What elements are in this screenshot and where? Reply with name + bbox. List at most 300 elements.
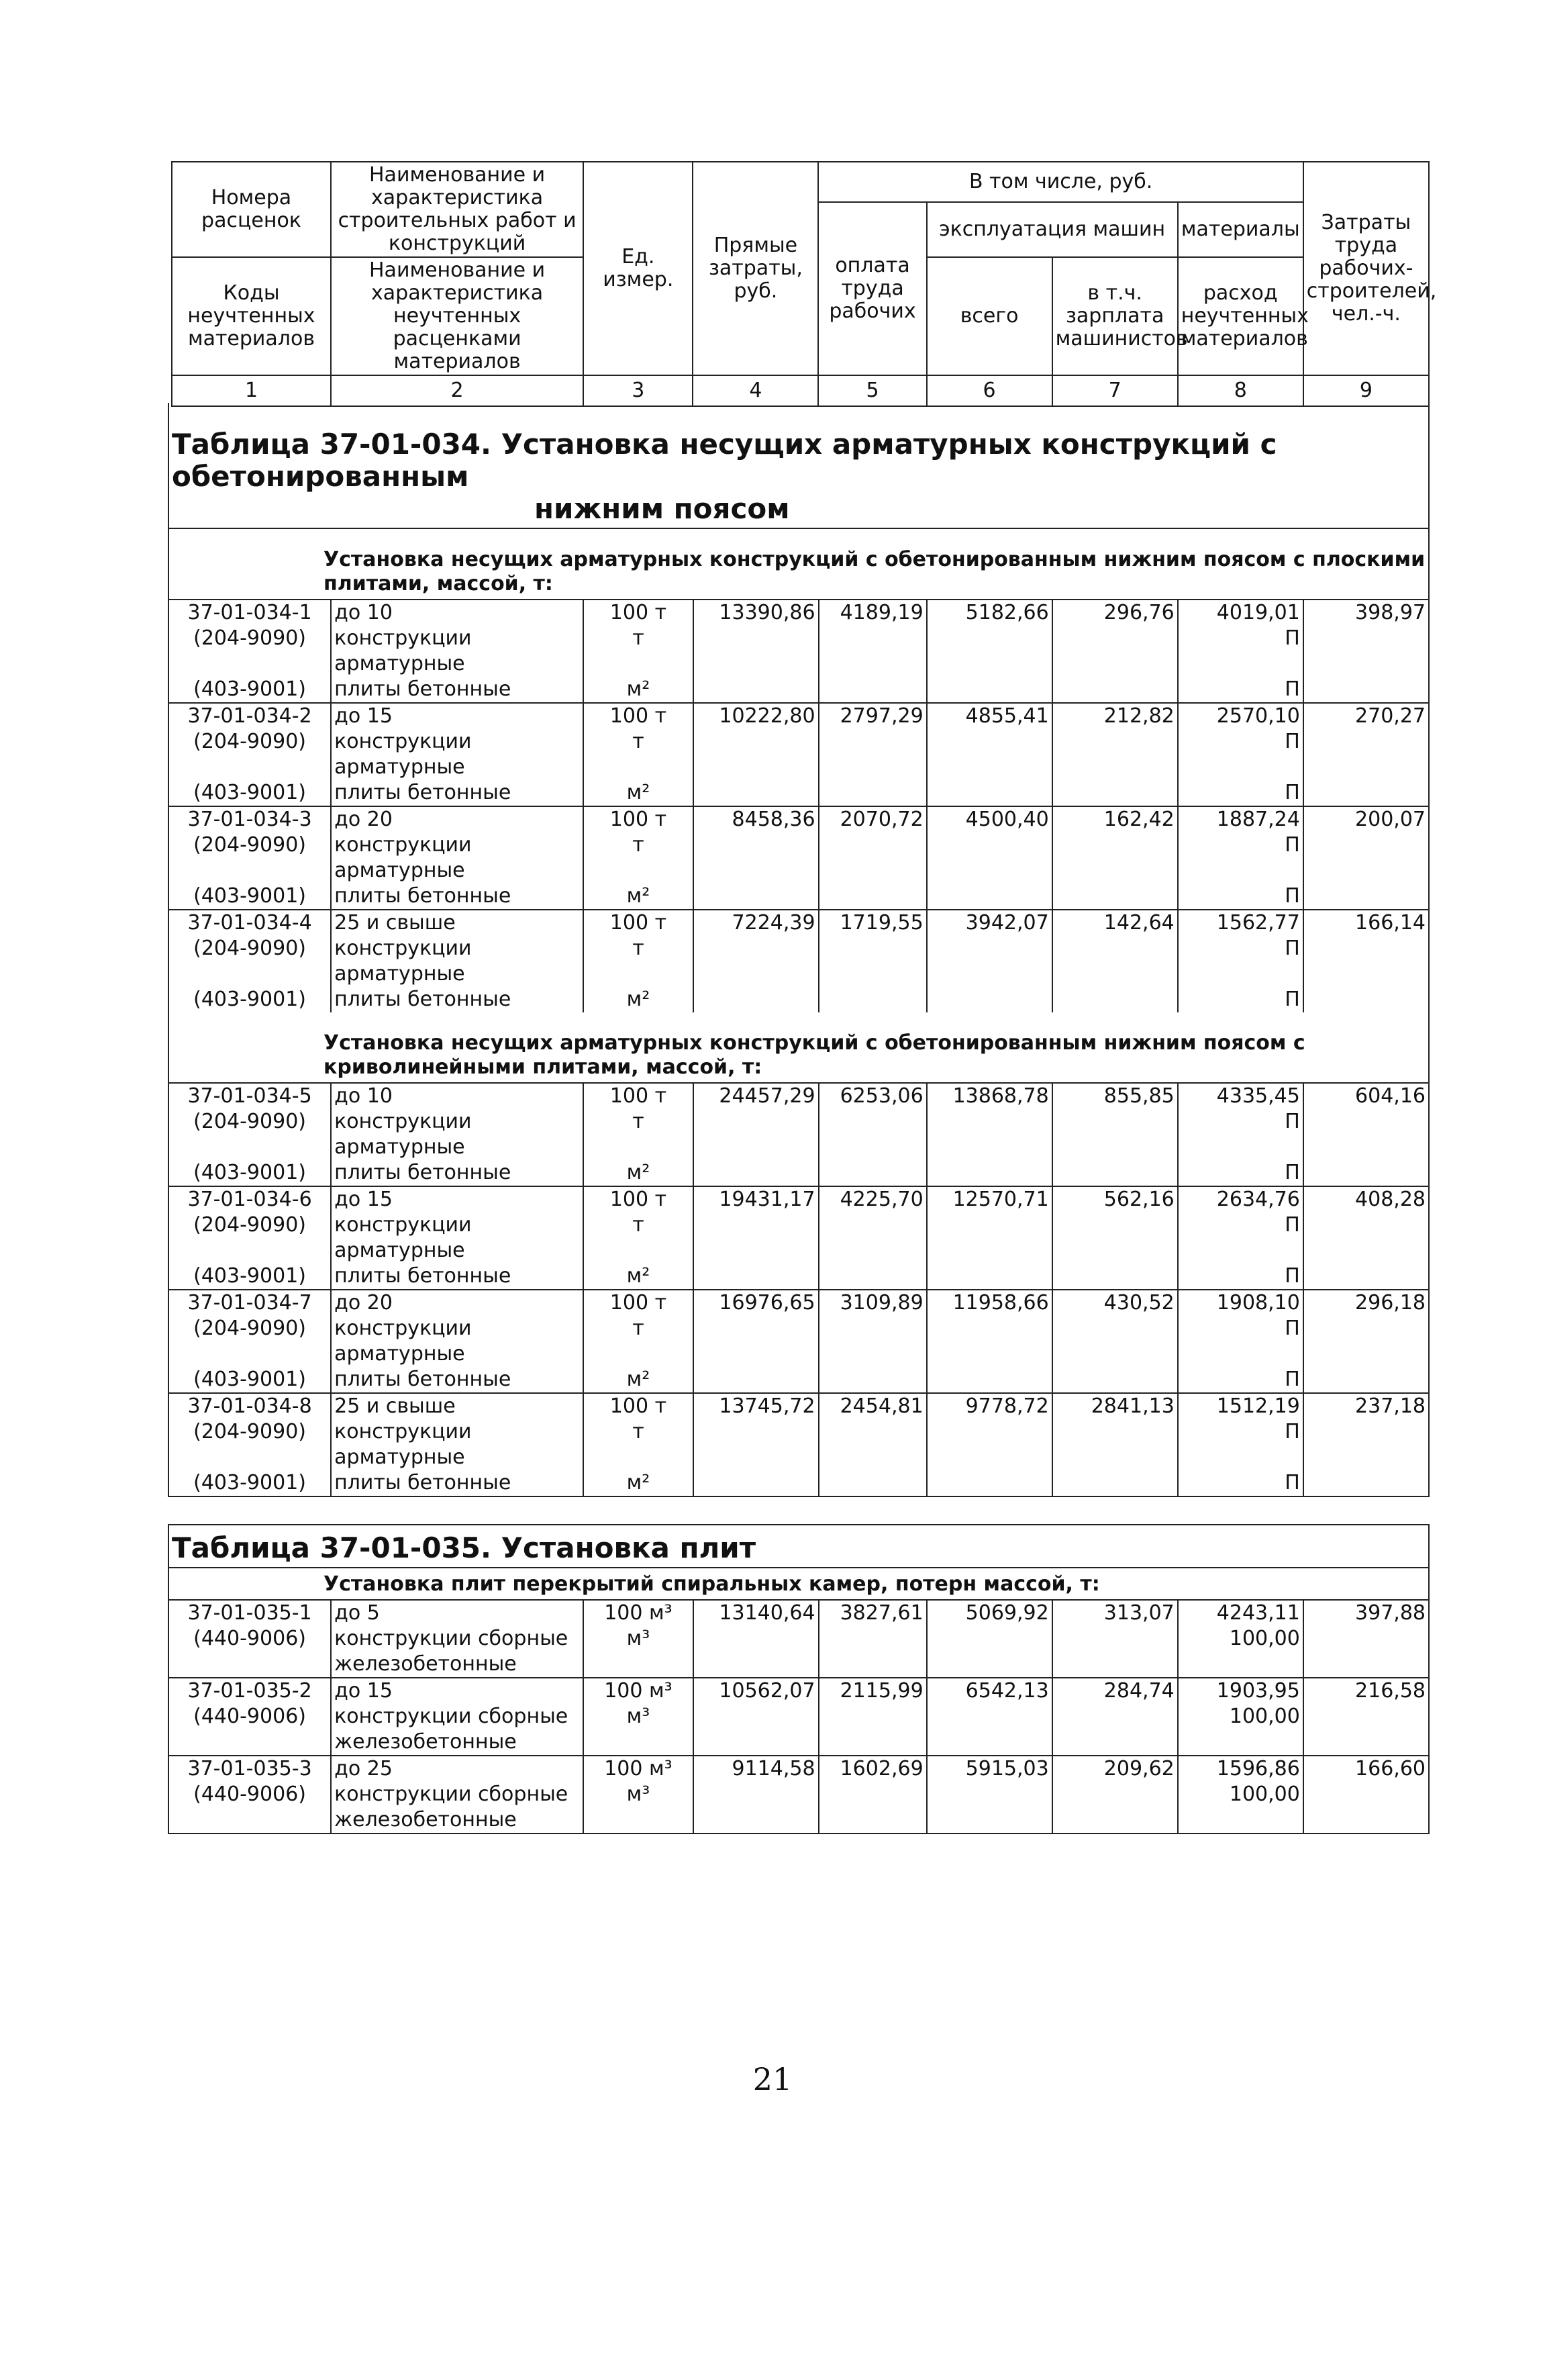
material-consumption: 100,00 xyxy=(1178,1782,1303,1834)
material-code: (204-9090) xyxy=(168,729,331,780)
material-unit: м² xyxy=(583,987,693,1012)
empty-cell xyxy=(1303,1109,1429,1160)
machines-total: 3942,07 xyxy=(927,910,1052,936)
material-consumption: П xyxy=(1178,884,1303,910)
material-code: (440-9006) xyxy=(168,1626,331,1678)
rate-code: 37-01-034-6 xyxy=(168,1186,331,1212)
work-name: 25 и свыше xyxy=(331,910,583,936)
material-consumption: П xyxy=(1178,1316,1303,1367)
material-row xyxy=(168,1782,1429,1834)
material-name: конструкции арматурные xyxy=(331,1212,583,1264)
material-code: (403-9001) xyxy=(168,1367,331,1393)
empty-cell xyxy=(819,1109,927,1160)
material-name: конструкции сборные железобетонные xyxy=(331,1782,583,1834)
material-consumption: П xyxy=(1178,1470,1303,1496)
hdr-machines-total: всего xyxy=(927,257,1052,375)
rate-code: 37-01-034-1 xyxy=(168,600,331,626)
material-consumption: 100,00 xyxy=(1178,1704,1303,1756)
material-row xyxy=(168,1704,1429,1756)
empty-cell xyxy=(1303,677,1429,703)
empty-cell xyxy=(927,780,1052,806)
material-row xyxy=(168,677,1429,703)
material-unit: т xyxy=(583,1316,693,1367)
material-consumption: 100,00 xyxy=(1178,1626,1303,1678)
operator-wages: 430,52 xyxy=(1052,1290,1178,1316)
empty-cell xyxy=(1303,1212,1429,1264)
materials: 1887,24 xyxy=(1178,806,1303,832)
empty-cell xyxy=(1303,1626,1429,1678)
table-row xyxy=(168,1290,1429,1316)
machines-total: 4855,41 xyxy=(927,703,1052,729)
empty-cell xyxy=(819,1782,927,1834)
material-consumption: П xyxy=(1178,677,1303,703)
machines-total: 5069,92 xyxy=(927,1600,1052,1626)
unit: 100 т xyxy=(583,1290,693,1316)
machines-total: 13868,78 xyxy=(927,1083,1052,1109)
material-code: (204-9090) xyxy=(168,626,331,677)
empty-cell xyxy=(693,1782,819,1834)
empty-cell xyxy=(819,1212,927,1264)
empty-cell xyxy=(1303,626,1429,677)
empty-cell xyxy=(1052,1212,1178,1264)
material-unit: т xyxy=(583,1109,693,1160)
empty-cell xyxy=(1052,1419,1178,1470)
empty-cell xyxy=(819,677,927,703)
work-name: до 20 xyxy=(331,806,583,832)
empty-cell xyxy=(1303,832,1429,884)
material-row xyxy=(168,832,1429,884)
material-unit: т xyxy=(583,936,693,987)
material-code: (403-9001) xyxy=(168,677,331,703)
direct-costs: 9114,58 xyxy=(693,1756,819,1782)
empty-cell xyxy=(819,780,927,806)
machines-total: 5182,66 xyxy=(927,600,1052,626)
material-unit: м² xyxy=(583,1367,693,1393)
material-unit: т xyxy=(583,1419,693,1470)
hdr-rate-numbers: Номера расценок xyxy=(172,162,331,257)
empty-cell xyxy=(693,1160,819,1186)
section-heading-row xyxy=(168,1568,1429,1600)
labor-pay: 4225,70 xyxy=(819,1186,927,1212)
operator-wages: 296,76 xyxy=(1052,600,1178,626)
material-row xyxy=(168,884,1429,910)
empty-cell xyxy=(693,729,819,780)
material-name: плиты бетонные xyxy=(331,1160,583,1186)
empty-cell xyxy=(927,1212,1052,1264)
table-34-title xyxy=(168,403,1430,529)
labor-hours: 296,18 xyxy=(1303,1290,1429,1316)
empty-cell xyxy=(819,832,927,884)
empty-cell xyxy=(1052,884,1178,910)
material-code: (204-9090) xyxy=(168,1316,331,1367)
material-row xyxy=(168,780,1429,806)
operator-wages: 562,16 xyxy=(1052,1186,1178,1212)
material-unit: м² xyxy=(583,1470,693,1496)
hdr-direct-costs: Прямые затраты, руб. xyxy=(693,162,818,375)
empty-cell xyxy=(1052,832,1178,884)
material-consumption: П xyxy=(1178,1160,1303,1186)
hdr-labor-hours: Затраты труда рабочих-строителей, чел.-ч. xyxy=(1303,162,1429,375)
col-num-4: 4 xyxy=(693,375,818,406)
work-name: до 10 xyxy=(331,600,583,626)
material-name: конструкции арматурные xyxy=(331,1419,583,1470)
labor-pay: 2454,81 xyxy=(819,1393,927,1419)
table-row xyxy=(168,1083,1429,1109)
empty-cell xyxy=(1303,1264,1429,1290)
empty-cell xyxy=(1303,1160,1429,1186)
table-row xyxy=(168,703,1429,729)
work-name: до 10 xyxy=(331,1083,583,1109)
material-name: плиты бетонные xyxy=(331,1367,583,1393)
material-row xyxy=(168,1212,1429,1264)
table-34-title-line2: нижним поясом xyxy=(534,492,790,525)
material-name: плиты бетонные xyxy=(331,884,583,910)
materials: 4243,11 xyxy=(1178,1600,1303,1626)
direct-costs: 13140,64 xyxy=(693,1600,819,1626)
empty-cell xyxy=(1052,936,1178,987)
materials: 1908,10 xyxy=(1178,1290,1303,1316)
table-35-title xyxy=(168,1524,1430,1568)
unit: 100 т xyxy=(583,703,693,729)
rate-code: 37-01-034-7 xyxy=(168,1290,331,1316)
hdr-material-names: Наименование и характеристика неучтенных расценками материалов xyxy=(331,257,583,375)
empty-cell xyxy=(693,1109,819,1160)
labor-pay: 2070,72 xyxy=(819,806,927,832)
empty-cell xyxy=(693,936,819,987)
empty-cell xyxy=(693,832,819,884)
column-header-table xyxy=(171,161,1437,407)
machines-total: 6542,13 xyxy=(927,1678,1052,1704)
rate-code: 37-01-034-4 xyxy=(168,910,331,936)
empty-cell xyxy=(1052,1367,1178,1393)
material-code: (403-9001) xyxy=(168,780,331,806)
direct-costs: 16976,65 xyxy=(693,1290,819,1316)
section-heading-row xyxy=(168,529,1429,600)
labor-hours: 166,60 xyxy=(1303,1756,1429,1782)
material-name: плиты бетонные xyxy=(331,1264,583,1290)
empty-cell xyxy=(1303,1782,1429,1834)
hdr-materials: материалы xyxy=(1178,202,1303,257)
material-code: (204-9090) xyxy=(168,936,331,987)
operator-wages: 284,74 xyxy=(1052,1678,1178,1704)
labor-pay: 1602,69 xyxy=(819,1756,927,1782)
unit: 100 т xyxy=(583,910,693,936)
empty-cell xyxy=(693,1367,819,1393)
materials: 1562,77 xyxy=(1178,910,1303,936)
material-row xyxy=(168,1470,1429,1496)
material-name: конструкции арматурные xyxy=(331,936,583,987)
empty-cell xyxy=(819,936,927,987)
empty-cell xyxy=(1303,729,1429,780)
empty-cell xyxy=(927,1419,1052,1470)
rate-code: 37-01-035-2 xyxy=(168,1678,331,1704)
col-num-2: 2 xyxy=(331,375,583,406)
operator-wages: 142,64 xyxy=(1052,910,1178,936)
unit: 100 т xyxy=(583,1393,693,1419)
hdr-work-name: Наименование и характеристика строительных работ и конструкций xyxy=(331,162,583,257)
material-row xyxy=(168,1109,1429,1160)
labor-pay: 6253,06 xyxy=(819,1083,927,1109)
operator-wages: 209,62 xyxy=(1052,1756,1178,1782)
labor-pay: 4189,19 xyxy=(819,600,927,626)
direct-costs: 19431,17 xyxy=(693,1186,819,1212)
material-code: (403-9001) xyxy=(168,987,331,1012)
empty-cell xyxy=(819,1470,927,1496)
material-code: (204-9090) xyxy=(168,1212,331,1264)
material-row xyxy=(168,1160,1429,1186)
work-name: 25 и свыше xyxy=(331,1393,583,1419)
hdr-labor-pay: оплата труда рабочих xyxy=(818,202,926,375)
direct-costs: 13390,86 xyxy=(693,600,819,626)
rate-code: 37-01-035-1 xyxy=(168,1600,331,1626)
machines-total: 11958,66 xyxy=(927,1290,1052,1316)
material-unit: м³ xyxy=(583,1626,693,1678)
hdr-material-codes: Коды неучтенных материалов xyxy=(172,257,331,375)
material-code: (403-9001) xyxy=(168,1160,331,1186)
material-name: конструкции арматурные xyxy=(331,832,583,884)
material-consumption: П xyxy=(1178,987,1303,1012)
table-row xyxy=(168,806,1429,832)
empty-cell xyxy=(1303,884,1429,910)
material-code: (440-9006) xyxy=(168,1704,331,1756)
material-unit: м² xyxy=(583,677,693,703)
section-heading: Установка несущих арматурных конструкций с обетонированным нижним поясом с плоскими плитами, массой, т: xyxy=(168,529,1429,600)
work-name: до 15 xyxy=(331,703,583,729)
hdr-machines: эксплуатация машин xyxy=(927,202,1178,257)
unit: 100 т xyxy=(583,1186,693,1212)
material-row xyxy=(168,1316,1429,1367)
empty-cell xyxy=(693,1704,819,1756)
work-name: до 15 xyxy=(331,1678,583,1704)
rate-code: 37-01-034-8 xyxy=(168,1393,331,1419)
empty-cell xyxy=(1303,1704,1429,1756)
empty-cell xyxy=(927,677,1052,703)
material-unit: м² xyxy=(583,884,693,910)
labor-hours: 270,27 xyxy=(1303,703,1429,729)
empty-cell xyxy=(927,729,1052,780)
table-row xyxy=(168,1756,1429,1782)
table-row xyxy=(168,910,1429,936)
rate-code: 37-01-035-3 xyxy=(168,1756,331,1782)
material-consumption: П xyxy=(1178,729,1303,780)
material-consumption: П xyxy=(1178,1419,1303,1470)
empty-cell xyxy=(693,677,819,703)
material-name: конструкции сборные железобетонные xyxy=(331,1704,583,1756)
empty-cell xyxy=(1052,1316,1178,1367)
machines-total: 12570,71 xyxy=(927,1186,1052,1212)
direct-costs: 10562,07 xyxy=(693,1678,819,1704)
empty-cell xyxy=(927,936,1052,987)
empty-cell xyxy=(927,1264,1052,1290)
empty-cell xyxy=(927,1316,1052,1367)
page-number: 21 xyxy=(752,2061,793,2097)
labor-pay: 2115,99 xyxy=(819,1678,927,1704)
section-heading: Установка плит перекрытий спиральных камер, потерн массой, т: xyxy=(168,1568,1429,1600)
empty-cell xyxy=(1052,1160,1178,1186)
direct-costs: 7224,39 xyxy=(693,910,819,936)
material-row xyxy=(168,1626,1429,1678)
empty-cell xyxy=(693,1470,819,1496)
empty-cell xyxy=(1052,1782,1178,1834)
labor-hours: 216,58 xyxy=(1303,1678,1429,1704)
empty-cell xyxy=(927,1470,1052,1496)
unit: 100 т xyxy=(583,1083,693,1109)
work-name: до 5 xyxy=(331,1600,583,1626)
labor-hours: 398,97 xyxy=(1303,600,1429,626)
rate-code: 37-01-034-2 xyxy=(168,703,331,729)
empty-cell xyxy=(1303,1316,1429,1367)
material-consumption: П xyxy=(1178,1264,1303,1290)
material-consumption: П xyxy=(1178,626,1303,677)
material-unit: т xyxy=(583,729,693,780)
empty-cell xyxy=(693,884,819,910)
table-35-title-text: Таблица 37-01-035. Установка плит xyxy=(172,1531,756,1564)
material-code: (403-9001) xyxy=(168,1264,331,1290)
materials: 1596,86 xyxy=(1178,1756,1303,1782)
material-unit: м² xyxy=(583,1160,693,1186)
material-row xyxy=(168,626,1429,677)
unit: 100 т xyxy=(583,600,693,626)
col-num-1: 1 xyxy=(172,375,331,406)
labor-hours: 166,14 xyxy=(1303,910,1429,936)
material-consumption: П xyxy=(1178,832,1303,884)
material-code: (204-9090) xyxy=(168,1109,331,1160)
material-unit: т xyxy=(583,626,693,677)
empty-cell xyxy=(1052,1470,1178,1496)
material-unit: т xyxy=(583,1212,693,1264)
material-row xyxy=(168,1367,1429,1393)
material-row xyxy=(168,729,1429,780)
labor-hours: 397,88 xyxy=(1303,1600,1429,1626)
unit: 100 т xyxy=(583,806,693,832)
materials: 4019,01 xyxy=(1178,600,1303,626)
materials: 1512,19 xyxy=(1178,1393,1303,1419)
empty-cell xyxy=(819,729,927,780)
empty-cell xyxy=(927,1367,1052,1393)
empty-cell xyxy=(927,884,1052,910)
empty-cell xyxy=(1303,987,1429,1012)
material-name: плиты бетонные xyxy=(331,987,583,1012)
material-name: конструкции арматурные xyxy=(331,1109,583,1160)
empty-cell xyxy=(927,832,1052,884)
empty-cell xyxy=(927,987,1052,1012)
hdr-including: В том числе, руб. xyxy=(818,162,1303,202)
empty-cell xyxy=(1303,1419,1429,1470)
labor-hours: 604,16 xyxy=(1303,1083,1429,1109)
work-name: до 20 xyxy=(331,1290,583,1316)
table-row xyxy=(168,1393,1429,1419)
empty-cell xyxy=(1052,987,1178,1012)
materials: 2570,10 xyxy=(1178,703,1303,729)
empty-cell xyxy=(1052,729,1178,780)
material-unit: т xyxy=(583,832,693,884)
table-row xyxy=(168,1600,1429,1626)
hdr-material-consumption: расход неучтенных материалов xyxy=(1178,257,1303,375)
rate-code: 37-01-034-5 xyxy=(168,1083,331,1109)
empty-cell xyxy=(819,1160,927,1186)
empty-cell xyxy=(693,780,819,806)
material-name: конструкции арматурные xyxy=(331,1316,583,1367)
labor-pay: 2797,29 xyxy=(819,703,927,729)
material-consumption: П xyxy=(1178,1109,1303,1160)
material-code: (403-9001) xyxy=(168,1470,331,1496)
empty-cell xyxy=(693,1264,819,1290)
section-heading: Установка несущих арматурных конструкций с обетонированным нижним поясом с криволинейными плитами, массой, т: xyxy=(168,1012,1429,1083)
empty-cell xyxy=(1052,1109,1178,1160)
material-name: плиты бетонные xyxy=(331,677,583,703)
empty-cell xyxy=(1052,1264,1178,1290)
table-row xyxy=(168,1678,1429,1704)
direct-costs: 13745,72 xyxy=(693,1393,819,1419)
labor-hours: 408,28 xyxy=(1303,1186,1429,1212)
hdr-operator-wages: в т.ч. зарплата машинистов xyxy=(1052,257,1178,375)
material-name: плиты бетонные xyxy=(331,1470,583,1496)
empty-cell xyxy=(927,626,1052,677)
material-consumption: П xyxy=(1178,1367,1303,1393)
empty-cell xyxy=(819,626,927,677)
material-consumption: П xyxy=(1178,780,1303,806)
empty-cell xyxy=(693,626,819,677)
col-num-8: 8 xyxy=(1178,375,1303,406)
machines-total: 9778,72 xyxy=(927,1393,1052,1419)
work-name: до 15 xyxy=(331,1186,583,1212)
unit: 100 м³ xyxy=(583,1600,693,1626)
section-heading-row xyxy=(168,1012,1429,1083)
material-name: конструкции арматурные xyxy=(331,626,583,677)
material-row xyxy=(168,1419,1429,1470)
labor-hours: 237,18 xyxy=(1303,1393,1429,1419)
empty-cell xyxy=(693,987,819,1012)
unit: 100 м³ xyxy=(583,1678,693,1704)
labor-pay: 3827,61 xyxy=(819,1600,927,1626)
empty-cell xyxy=(1303,1367,1429,1393)
operator-wages: 212,82 xyxy=(1052,703,1178,729)
empty-cell xyxy=(927,1626,1052,1678)
empty-cell xyxy=(693,1212,819,1264)
empty-cell xyxy=(819,1264,927,1290)
empty-cell xyxy=(927,1704,1052,1756)
empty-cell xyxy=(819,1626,927,1678)
empty-cell xyxy=(927,1160,1052,1186)
table-row xyxy=(168,1186,1429,1212)
empty-cell xyxy=(819,987,927,1012)
empty-cell xyxy=(693,1419,819,1470)
operator-wages: 162,42 xyxy=(1052,806,1178,832)
empty-cell xyxy=(819,1367,927,1393)
labor-pay: 3109,89 xyxy=(819,1290,927,1316)
rate-code: 37-01-034-3 xyxy=(168,806,331,832)
table-34 xyxy=(168,529,1430,1497)
material-code: (440-9006) xyxy=(168,1782,331,1834)
material-code: (403-9001) xyxy=(168,884,331,910)
direct-costs: 10222,80 xyxy=(693,703,819,729)
material-row xyxy=(168,1264,1429,1290)
empty-cell xyxy=(927,1109,1052,1160)
empty-cell xyxy=(1303,780,1429,806)
empty-cell xyxy=(1052,1626,1178,1678)
col-num-7: 7 xyxy=(1052,375,1178,406)
direct-costs: 8458,36 xyxy=(693,806,819,832)
labor-pay: 1719,55 xyxy=(819,910,927,936)
empty-cell xyxy=(1303,1470,1429,1496)
col-num-5: 5 xyxy=(818,375,926,406)
col-num-3: 3 xyxy=(583,375,693,406)
empty-cell xyxy=(1052,1704,1178,1756)
table-row xyxy=(168,600,1429,626)
unit: 100 м³ xyxy=(583,1756,693,1782)
material-name: конструкции сборные железобетонные xyxy=(331,1626,583,1678)
machines-total: 4500,40 xyxy=(927,806,1052,832)
